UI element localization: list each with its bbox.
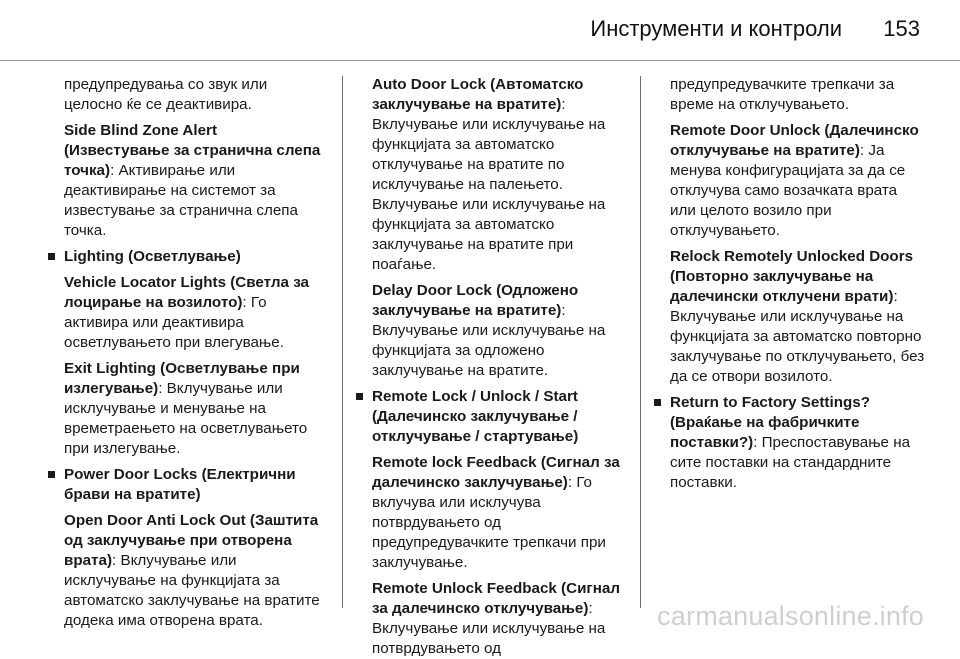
vehicle-locator-entry: [64, 273, 322, 353]
remote-unlock-fb-text: : Вклучување или исклучување на потврдувањето од: [372, 600, 606, 657]
column-divider-1: [342, 76, 343, 608]
side-blind-entry: [64, 121, 322, 241]
exit-lighting-entry: [64, 359, 322, 459]
auto-lock-title: Auto Door Lock (Автоматско заклучување на вратите): [372, 76, 584, 113]
remote-lock-fb-title: Remote lock Feedback (Сигнал за далечинско заклучување): [372, 454, 620, 491]
vehicle-locator-title: Vehicle Locator Lights (Светла за лоцирање на возилото): [64, 274, 310, 311]
header-rule: [0, 60, 960, 61]
col3-intro: предупредувачките трепкачи за време на отклучувањето.: [670, 76, 895, 113]
factory-entry: [670, 393, 926, 493]
factory-text: : Преспоставување на сите поставки на стандардните поставки.: [670, 434, 911, 491]
relock-text: : Вклучување или исклучување на функцијата за автоматско повторно заклучување по отклучувањето, без да се отвори возилото.: [670, 288, 925, 385]
page-number: 153: [883, 16, 920, 41]
remote-heading: Remote Lock / Unlock / Start (Далечинско заклучување / отклучување / стартување): [372, 388, 579, 445]
bullet-lighting: [64, 247, 322, 459]
exit-lighting-title: Exit Lighting (Осветлување при излегување): [64, 360, 300, 397]
page-header: [0, 0, 960, 60]
chapter-title: Инструменти и контроли: [590, 16, 842, 41]
col1-intro: предупредувања со звук или целосно ќе се деактивира.: [64, 76, 268, 113]
open-door-entry: [64, 511, 322, 631]
column-3: [670, 75, 926, 493]
open-door-title: Open Door Anti Lock Out (Заштита од заклучување при отворена врата): [64, 512, 319, 569]
watermark: carmanualsonline.info: [657, 601, 924, 631]
side-blind-text: : Активирање или деактивирање на системот за известување за странична слепа точка.: [64, 162, 298, 239]
remote-lock-fb-text: : Го вклучува или исклучува потврдувањето од предупредувачките трепкачи при заклучување.: [372, 474, 606, 571]
remote-unlock-text: : Ја менува конфигурацијата за да се отклучува само возачката врата или целото возило при отклучувањето.: [670, 142, 906, 239]
delay-lock-title: Delay Door Lock (Одложено заклучување на вратите): [372, 282, 579, 319]
delay-lock-entry: [372, 281, 630, 381]
remote-unlock-fb-entry: [372, 579, 630, 659]
bullet-power-locks: [64, 465, 322, 631]
remote-unlock-title: Remote Door Unlock (Далечинско отклучување на вратите): [670, 122, 919, 159]
auto-lock-text: : Вклучување или исклучување на функцијата за автоматско отклучување на вратите по исклучување на палењето. Вклучување или исклучување на функцијата за автоматско заклучување на вратите при поаѓање.: [372, 96, 606, 273]
power-locks-heading: Power Door Locks (Електрични брави на вратите): [64, 466, 296, 503]
side-blind-title: Side Blind Zone Alert (Известување за странична слепа точка): [64, 122, 321, 179]
auto-lock-entry: [372, 75, 630, 275]
vehicle-locator-text: : Го активира или деактивира осветлувањето при влегување.: [64, 294, 284, 351]
column-divider-2: [640, 76, 641, 608]
bullet-factory: [670, 393, 926, 493]
relock-title: Relock Remotely Unlocked Doors (Повторно заклучување на далечински отклучени врати): [670, 248, 914, 305]
column-2: [372, 75, 630, 659]
remote-unlock-fb-title: Remote Unlock Feedback (Сигнал за далечинско отклучување): [372, 580, 621, 617]
delay-lock-text: : Вклучување или исклучување на функцијата за одложено заклучување на вратите.: [372, 302, 606, 379]
lighting-heading: Lighting (Осветлување): [64, 248, 241, 265]
relock-entry: [670, 247, 926, 387]
factory-heading: Return to Factory Settings? (Враќање на фабричките поставки?): [670, 394, 870, 451]
open-door-text: : Вклучување или исклучување на функцијата за автоматско заклучување на вратите додека има отворена врата.: [64, 552, 320, 629]
bullet-remote: [372, 387, 630, 659]
remote-lock-fb-entry: [372, 453, 630, 573]
exit-lighting-text: : Вклучување или исклучување и менување на времетраењето на осветлувањето при излегување.: [64, 380, 308, 457]
column-1: [64, 75, 322, 631]
remote-unlock-entry: [670, 121, 926, 241]
